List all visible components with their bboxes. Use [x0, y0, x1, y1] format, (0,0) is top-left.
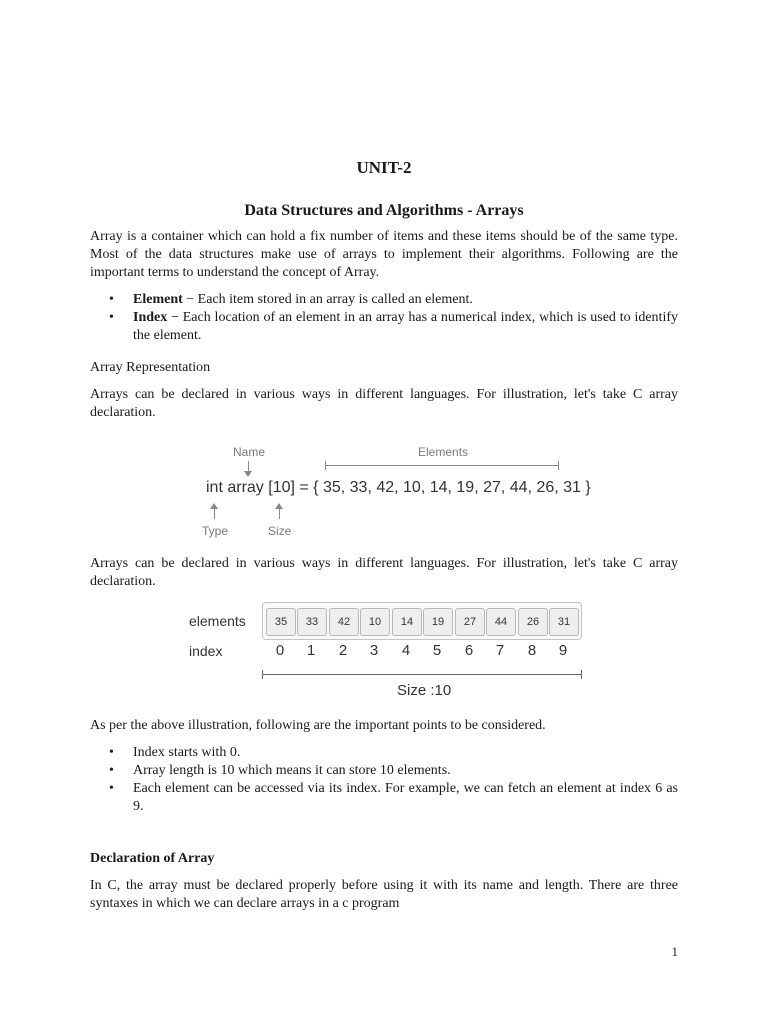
array-cell: 26 — [518, 608, 548, 636]
list-item: • Array length is 10 which means it can store 10 elements. — [90, 762, 678, 780]
index-number: 9 — [558, 642, 568, 659]
array-cell: 33 — [297, 608, 327, 636]
array-cell: 31 — [549, 608, 579, 636]
bracket-end-left — [262, 670, 263, 679]
declaration-paragraph-1: Arrays can be declared in various ways in different languages. For illustration, let's take C array declaration. — [90, 387, 678, 420]
terms-list — [90, 291, 678, 345]
type-arrow-line — [214, 508, 215, 519]
list-item — [90, 291, 678, 309]
index-number: 8 — [527, 642, 537, 659]
index-number: 0 — [275, 642, 285, 659]
elements-bracket-line — [325, 465, 559, 466]
declaration-paragraph: In C, the array must be declared properly before using it with its name and length. There are three syntaxes in which we can declare arrays in a c program — [90, 878, 678, 911]
array-cell: 19 — [423, 608, 453, 636]
array-cell: 35 — [266, 608, 296, 636]
array-cell: 14 — [392, 608, 422, 636]
size-caption: Size :10 — [397, 682, 452, 699]
page-number: 1 — [671, 944, 678, 959]
array-cell: 27 — [455, 608, 485, 636]
size-arrow-line — [279, 508, 280, 519]
elements-row-label: elements — [189, 613, 246, 629]
points-intro: As per the above illustration, following are the important points to be considered. — [90, 718, 546, 733]
type-label: Type — [202, 524, 229, 538]
section-heading: Declaration of Array — [90, 851, 215, 866]
list-item: • Each element can be accessed via its index. For example, we can fetch an element at index 6 as 9. — [90, 780, 678, 816]
index-number: 5 — [432, 642, 442, 659]
arrow-head-icon — [244, 471, 252, 477]
array-cell: 42 — [329, 608, 359, 636]
term-description: − Each location of an element in an array has a numerical index, which is used to identify the element. — [133, 310, 678, 343]
page-title: Data Structures and Algorithms - Arrays — [244, 202, 524, 219]
term-description: − Each item stored in an array is called an element. — [182, 292, 473, 307]
size-bracket-line — [262, 674, 582, 675]
declaration-paragraph-2: Arrays can be declared in various ways in different languages. For illustration, let's take C array declaration. — [90, 556, 678, 589]
name-label: Name — [233, 445, 266, 459]
index-number: 6 — [464, 642, 474, 659]
index-number: 2 — [338, 642, 348, 659]
bracket-end-right — [558, 461, 559, 470]
section-subheading: Array Representation — [90, 360, 211, 375]
size-label: Size — [268, 524, 292, 538]
array-cell: 44 — [486, 608, 516, 636]
bracket-end-right — [581, 670, 582, 679]
unit-title: UNIT-2 — [356, 158, 412, 177]
points-list — [90, 744, 678, 816]
term-label: Index — [133, 310, 168, 325]
term-label: Element — [133, 292, 183, 307]
index-number: 7 — [495, 642, 505, 659]
elements-label: Elements — [418, 445, 469, 459]
list-item — [90, 309, 678, 345]
index-number: 3 — [369, 642, 379, 659]
bracket-end-left — [325, 461, 326, 470]
index-number: 4 — [401, 642, 411, 659]
array-cell: 10 — [360, 608, 390, 636]
intro-paragraph: Array is a container which can hold a fix number of items and these items should be of the same type. Most of the data structures make use of arrays to implement their algorithms. Following are the important terms to understand the concept of Array. — [90, 229, 678, 280]
index-row-label: index — [189, 643, 223, 659]
list-item: • Index starts with 0. — [90, 744, 678, 762]
array-declaration-code: int array [10] = { 35, 33, 42, 10, 14, 19, 27, 44, 26, 31 } — [206, 479, 591, 496]
index-number: 1 — [306, 642, 316, 659]
